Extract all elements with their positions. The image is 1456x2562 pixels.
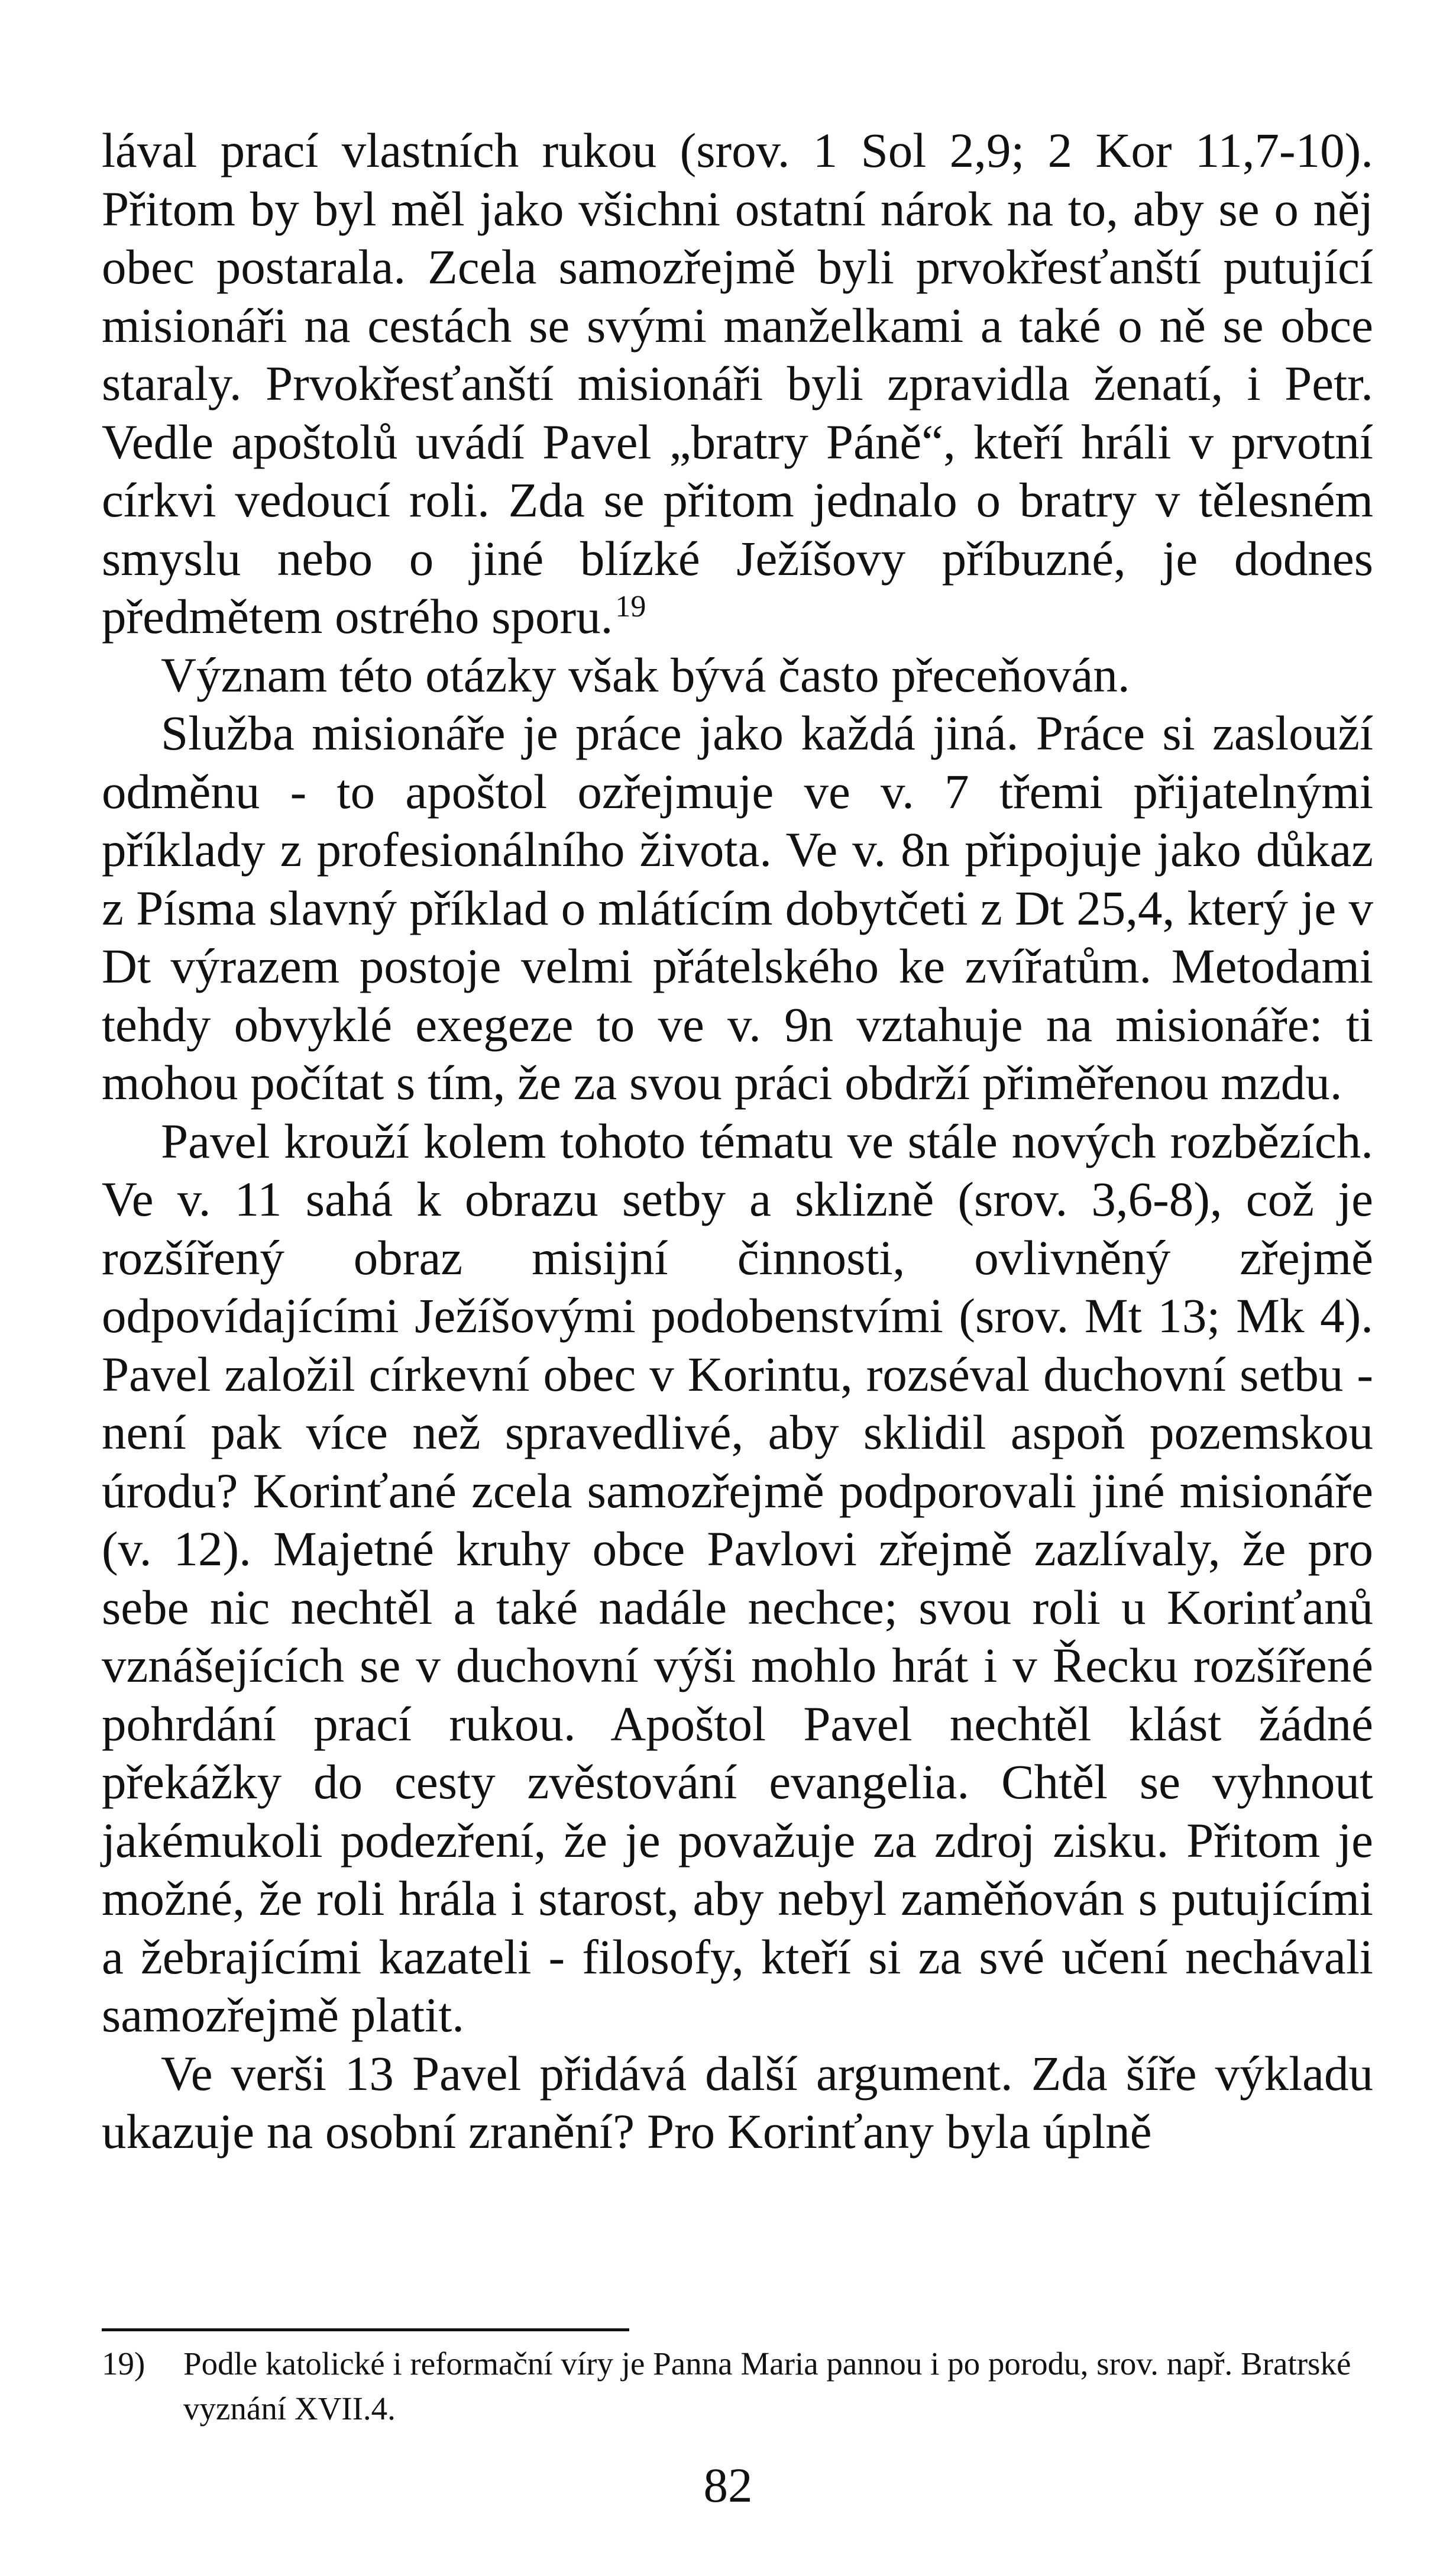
paragraph-1-text: lával prací vlastních rukou (srov. 1 Sol 2,9; 2 Kor 11,7-10). Přitom by byl měl jako všichni ostatní nárok na to, aby se o něj obec postarala. Zcela samozřejmě byli prvokřesťanští putující misionáři na cestách se svými manželkami a také o ně se obce staraly. Prvokřesťanští misionáři byli zpravidla ženatí, i Petr. Vedle apoštolů uvádí Pavel „bratry Páně“, kteří hráli v prvotní církvi vedoucí roli. Zda se přitom jednalo o bratry v tělesném smyslu nebo o jiné blízké Ježíšovy příbuzné, je dodnes předmětem ostrého sporu. [102, 123, 1373, 644]
paragraph-3: Služba misionáře je práce jako každá jiná. Práce si zaslouží odměnu - to apoštol ozřejmuje ve v. 7 třemi přijatelnými příklady z profesionálního života. Ve v. 8n připojuje jako důkaz z Písma slavný příklad o mlátícím dobytčeti z Dt 25,4, který je v Dt výrazem postoje velmi přátelského ke zvířatům. Metodami tehdy obvyklé exegeze to ve v. 9n vztahuje na misionáře: ti mohou počítat s tím, že za svou práci obdrží přiměřenou mzdu. [102, 706, 1373, 1110]
footnote-text: Podle katolické i reformační víry je Panna Maria pannou i po porodu, srov. např. Bratrské vyznání XVII.4. [183, 2345, 1351, 2427]
main-text [102, 121, 1373, 2161]
paragraph-5: Ve verši 13 Pavel přidává další argument. Zda šíře výkladu ukazuje na osobní zranění? Pro Korinťany byla úplně [102, 2046, 1373, 2159]
footnote-reference: 19 [615, 590, 646, 623]
footnote-number: 19) [102, 2345, 145, 2382]
paragraph-2: Význam této otázky však bývá často přeceňován. [161, 647, 1130, 702]
footnote-divider [102, 2328, 629, 2331]
paragraph-4: Pavel krouží kolem tohoto tématu ve stále nových rozbězích. Ve v. 11 sahá k obrazu setby a sklizně (srov. 3,6-8), což je rozšířený obraz misijní činnosti, ovlivněný zřejmě odpovídajícími Ježíšovými podobenstvími (srov. Mt 13; Mk 4). Pavel založil církevní obec v Korintu, rozséval duchovní setbu - není pak více než spravedlivé, aby sklidil aspoň pozemskou úrodu? Korinťané zcela samozřejmě podporovali jiné misionáře (v. 12). Majetné kruhy obce Pavlovi zřejmě zazlívaly, že pro sebe nic nechtěl a také nadále nechce; svou roli u Korinťanů vznášejících se v duchovní výši mohlo hrát i v Řecku rozšířené pohrdání prací rukou. Apoštol Pavel nechtěl klást žádné překážky do cesty zvěstování evangelia. Chtěl se vyhnout jakémukoli podezření, že je považuje za zdroj zisku. Přitom je možné, že roli hrála i starost, aby nebyl zaměňován s putujícími a žebrajícími kazateli - filosofy, kteří si za své učení nechávali samozřejmě platit. [102, 1113, 1373, 2042]
footnote [102, 2341, 1373, 2431]
page-number: 82 [703, 2458, 753, 2512]
paragraph-1 [102, 121, 1373, 646]
